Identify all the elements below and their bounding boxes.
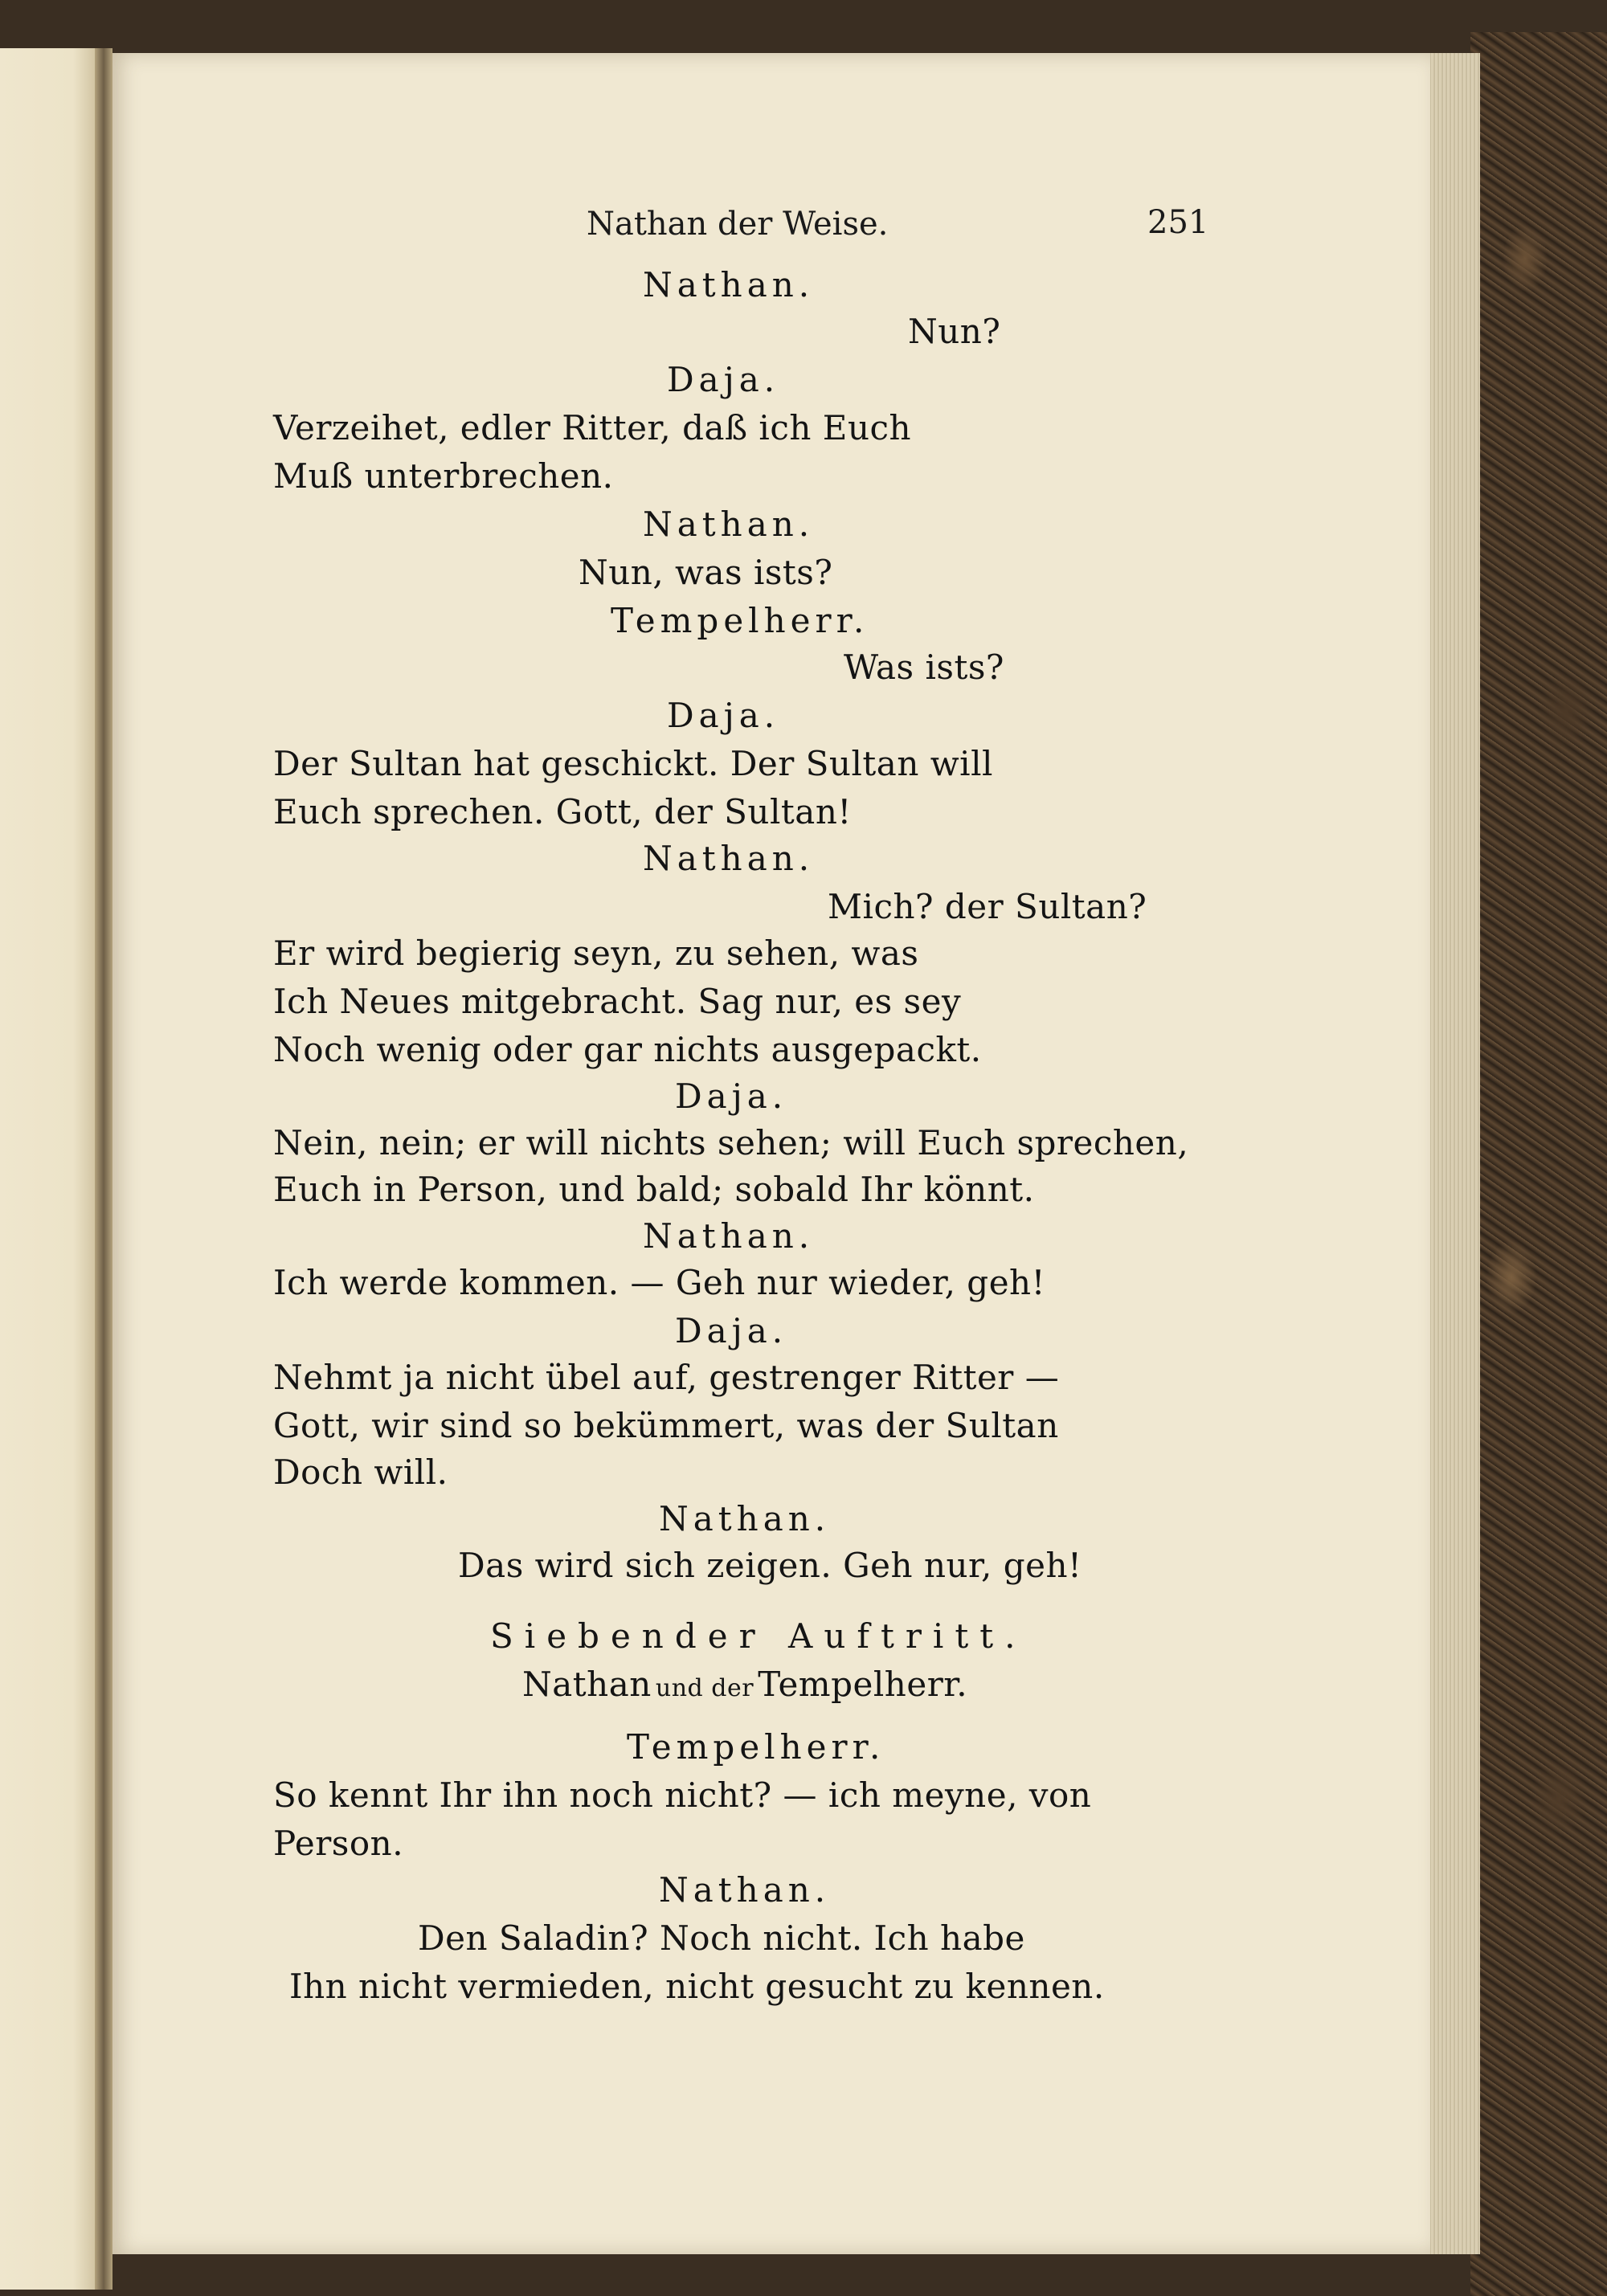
text-line: Nehmt ja nicht übel auf, gestrenger Ritter — (273, 1358, 1060, 1397)
text-line: So kennt Ihr ihn noch nicht? — ich meyne, von (273, 1775, 1092, 1815)
text-line: Person. (273, 1824, 404, 1863)
running-title: Nathan der Weise. (587, 206, 889, 243)
speaker-label: Tempelherr. (611, 601, 869, 640)
speaker-label: Nathan. (643, 265, 815, 304)
text-line: Er wird begierig seyn, zu sehen, was (273, 934, 919, 973)
page-number: 251 (1147, 204, 1209, 241)
text-line: Der Sultan hat geschickt. Der Sultan will (273, 744, 993, 783)
cast-tempelherr: Tempelherr. (758, 1665, 968, 1704)
text-line: Ich Neues mitgebracht. Sag nur, es sey (273, 982, 962, 1021)
marbled-cover-edge (1470, 32, 1607, 2296)
speaker-label: Daja. (667, 360, 780, 399)
scene-cast (522, 1665, 967, 1704)
cast-nathan: Nathan (522, 1665, 652, 1704)
text-line: Nun? (908, 312, 1001, 351)
text-line: Euch sprechen. Gott, der Sultan! (273, 792, 852, 831)
text-line: Das wird sich zeigen. Geh nur, geh! (458, 1546, 1082, 1585)
text-line: Gott, wir sind so bekümmert, was der Sultan (273, 1406, 1059, 1445)
speaker-label: Daja. (667, 696, 780, 735)
text-line: Verzeihet, edler Ritter, daß ich Euch (273, 408, 912, 447)
left-page (0, 48, 104, 2290)
speaker-label: Tempelherr. (627, 1727, 885, 1767)
page-edges (1422, 53, 1480, 2254)
text-line: Nun, was ists? (579, 553, 833, 592)
speaker-label: Nathan. (643, 505, 815, 544)
book-gutter (95, 48, 112, 2290)
cast-connector: und der (655, 1674, 754, 1702)
text-line: Muß unterbrechen. (273, 456, 614, 496)
speaker-label: Nathan. (659, 1870, 831, 1910)
text-line: Nein, nein; er will nichts sehen; will Euch sprechen, (273, 1123, 1189, 1162)
text-line: Ihn nicht vermieden, nicht gesucht zu kennen. (289, 1967, 1105, 2006)
text-line: Mich? der Sultan? (828, 887, 1147, 926)
text-line: Euch in Person, und bald; sobald Ihr könnt. (273, 1170, 1035, 1209)
scene-heading: Siebender Auftritt. (490, 1616, 1027, 1656)
text-line: Doch will. (273, 1452, 448, 1492)
speaker-label: Daja. (675, 1077, 788, 1116)
speaker-label: Nathan. (659, 1499, 831, 1538)
speaker-label: Nathan. (643, 1216, 815, 1256)
text-line: Den Saladin? Noch nicht. Ich habe (418, 1918, 1025, 1958)
text-line: Noch wenig oder gar nichts ausgepackt. (273, 1030, 982, 1069)
speaker-label: Daja. (675, 1311, 788, 1350)
speaker-label: Nathan. (643, 839, 815, 878)
text-line: Ich werde kommen. — Geh nur wieder, geh! (273, 1263, 1045, 1302)
text-line: Was ists? (844, 648, 1004, 687)
